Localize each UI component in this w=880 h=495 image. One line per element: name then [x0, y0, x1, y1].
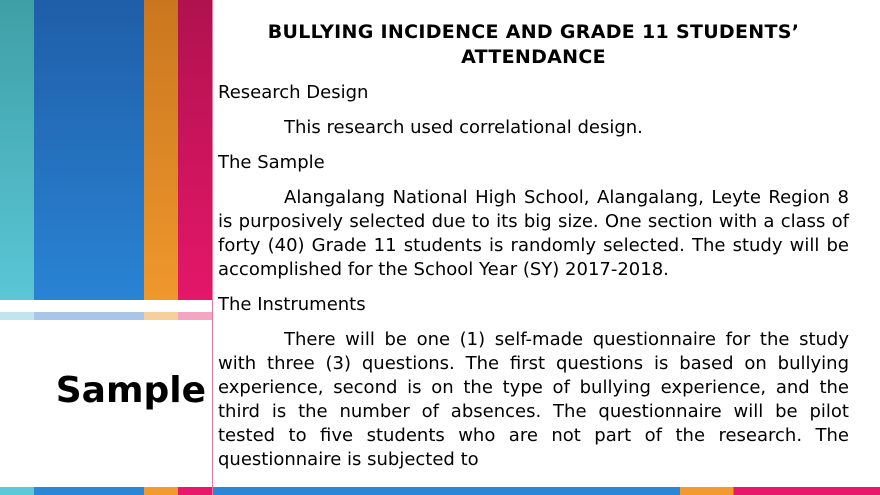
slide-title: BULLYING INCIDENCE AND GRADE 11 STUDENTS’ ATTENDANCE — [267, 21, 800, 68]
stripe-band-light — [0, 312, 212, 320]
stripe-blue — [34, 0, 144, 320]
bottom-stripe-right — [213, 487, 880, 495]
decorative-stripes — [0, 0, 212, 495]
section-body-research-design: This research used correlational design. — [284, 117, 643, 138]
stripe-orange — [144, 0, 178, 320]
stripe-band-white — [0, 300, 212, 312]
vertical-divider — [212, 0, 213, 495]
stripe-teal — [0, 0, 34, 320]
section-heading-research-design: Research Design — [218, 82, 369, 103]
stripe-magenta — [178, 0, 212, 320]
section-body-sample: Alangalang National High School, Alangalang, Leyte Region 8 is purposively selected due to its big size. One section with a class of forty (40) Grade 11 students is randomly selected. The study will be accomplished for the School Year (SY) 2017-2018. — [218, 187, 849, 280]
bottom-stripe-left — [0, 487, 212, 495]
slide-content — [218, 20, 849, 483]
section-heading-sample: The Sample — [218, 152, 325, 173]
side-title: Sample — [55, 370, 206, 411]
section-body-instruments: There will be one (1) self-made questionnaire for the study with three (3) questions. The first questions is based on bullying experience, second is on the type of bullying experience, and the third is the number of absences. The questionnaire will be pilot tested to five students who are not part of the research. The questionnaire is subjected to — [218, 329, 849, 470]
section-heading-instruments: The Instruments — [218, 294, 366, 315]
